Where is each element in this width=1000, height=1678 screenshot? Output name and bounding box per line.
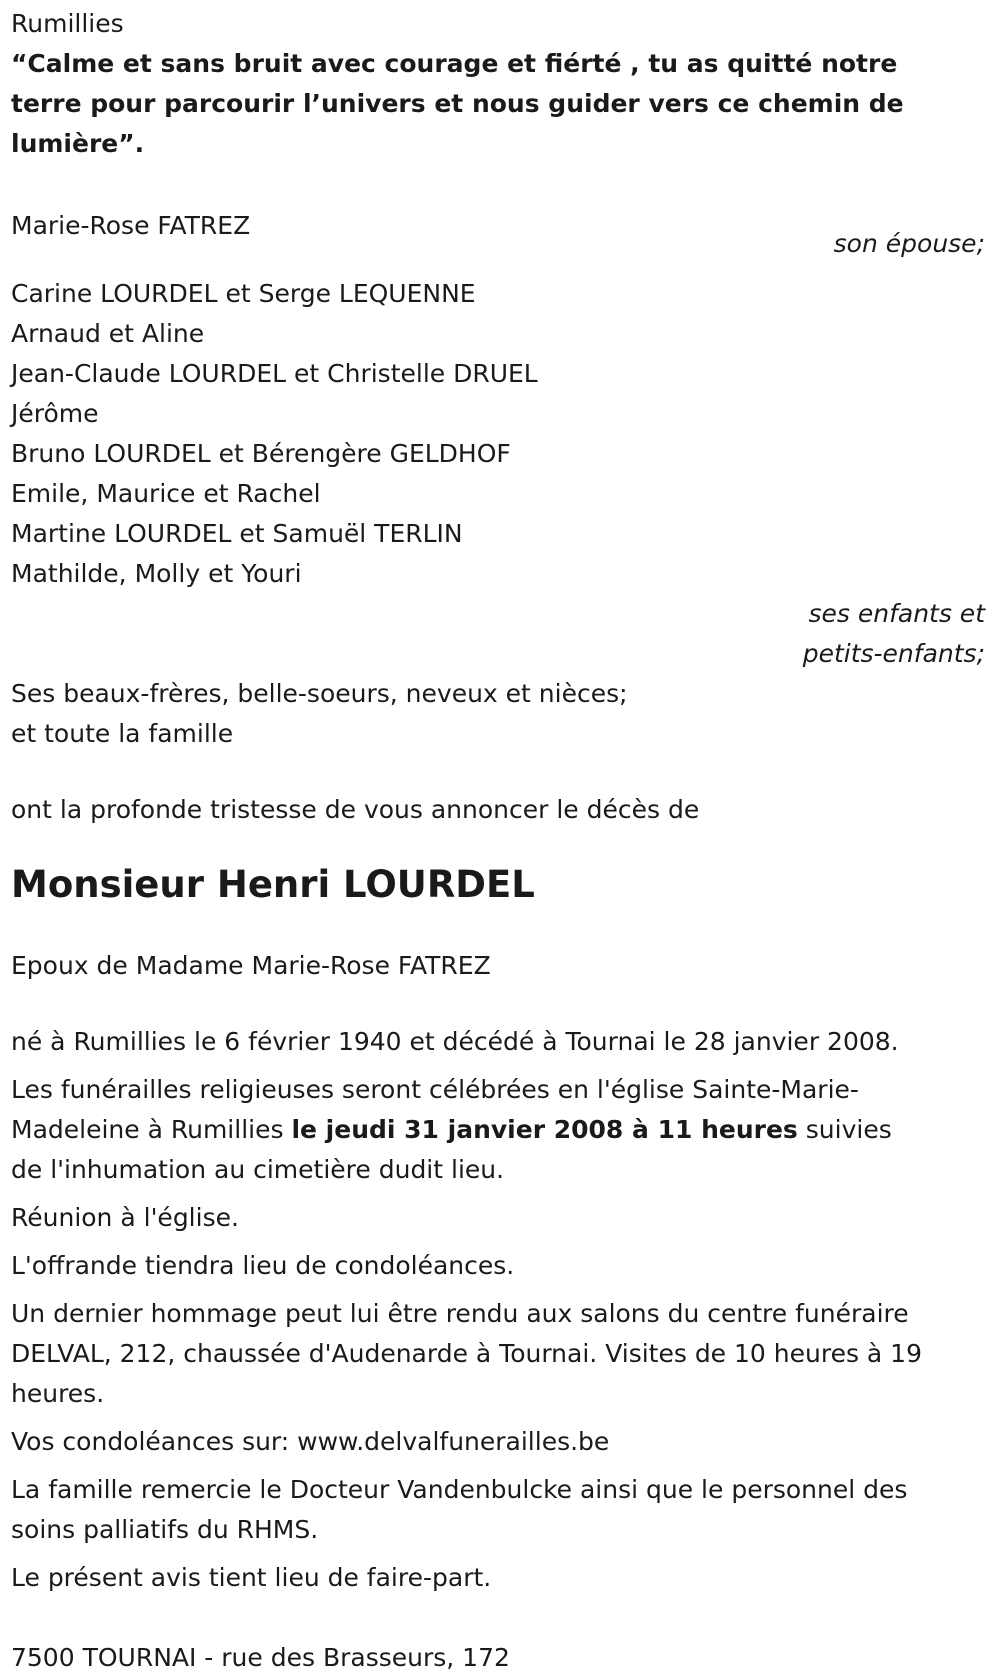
memorial-quote: “Calme et sans bruit avec courage et fiérté , tu as quitté notre terre pour parcourir l’univers et nous guider vers ce chemin de lumière”. (11, 49, 904, 158)
offering-text: L'offrande tiendra lieu de condoléances. (11, 1251, 515, 1280)
announcement-text: ont la profonde tristesse de vous annoncer le décès de (11, 795, 700, 824)
tribute-text: Un dernier hommage peut lui être rendu aux salons du centre funéraire DELVAL, 212, chaussée d'Audenarde à Tournai. Visites de 10 heures à 19 heures. (11, 1299, 922, 1408)
town-name: Rumillies (11, 9, 124, 38)
family-member: Arnaud et Aline (11, 319, 205, 348)
family-member: Emile, Maurice et Rachel (11, 479, 321, 508)
address-text: 7500 TOURNAI - rue des Brasseurs, 172 (11, 1643, 510, 1672)
funeral-date-time: le jeudi 31 janvier 2008 à 11 heures (291, 1115, 798, 1144)
family-member: Mathilde, Molly et Youri (11, 559, 302, 588)
children-role-line-1: ses enfants et (808, 599, 985, 628)
obituary-page (0, 4, 1000, 1672)
meeting-text: Réunion à l'église. (11, 1203, 239, 1232)
spouse-role: son épouse; (833, 229, 985, 258)
funeral-details (11, 1070, 911, 1190)
family-member: Bruno LOURDEL et Bérengère GELDHOF (11, 439, 511, 468)
deceased-name: Monsieur Henri LOURDEL (11, 863, 535, 906)
children-role-line-2: petits-enfants; (802, 639, 985, 668)
family-member: Carine LOURDEL et Serge LEQUENNE (11, 279, 476, 308)
notice-text: Le présent avis tient lieu de faire-part. (11, 1563, 492, 1592)
family-member: Martine LOURDEL et Samuël TERLIN (11, 519, 463, 548)
funeral-text-before: Les funérailles religieuses seront célébrées en l'église Sainte-Marie-Madeleine à Rumillies (11, 1075, 859, 1144)
extended-family-line-1: Ses beaux-frères, belle-soeurs, neveux et nièces; (11, 679, 628, 708)
funeral-text-after: suivies de l'inhumation au cimetière dudit lieu. (11, 1115, 892, 1184)
family-member: Jérôme (11, 399, 99, 428)
condolences-text: Vos condoléances sur: www.delvalfunerailles.be (11, 1427, 610, 1456)
spouse-of-text: Epoux de Madame Marie-Rose FATREZ (11, 951, 491, 980)
birth-death-text: né à Rumillies le 6 février 1940 et décédé à Tournai le 28 janvier 2008. (11, 1027, 899, 1056)
children-list (11, 274, 989, 594)
spouse-name: Marie-Rose FATREZ (11, 211, 251, 240)
family-member: Jean-Claude LOURDEL et Christelle DRUEL (11, 359, 538, 388)
thanks-text: La famille remercie le Docteur Vandenbulcke ainsi que le personnel des soins palliatifs du RHMS. (11, 1475, 908, 1544)
extended-family-line-2: et toute la famille (11, 719, 234, 748)
